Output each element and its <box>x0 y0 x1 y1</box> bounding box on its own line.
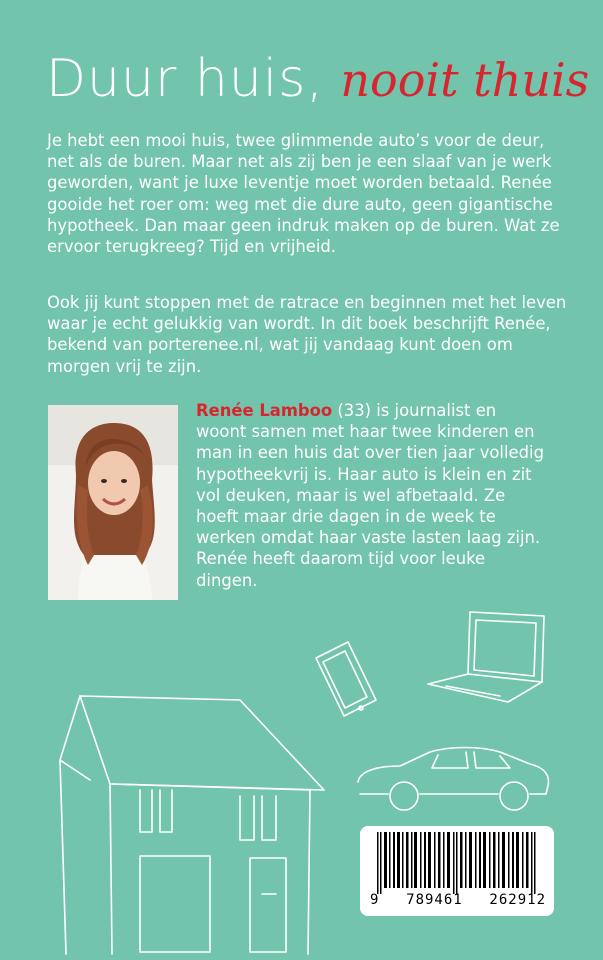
isbn-barcode <box>360 826 554 916</box>
laptop-icon <box>428 612 544 702</box>
author-name: Renée Lamboo <box>196 401 333 420</box>
author-bio <box>196 400 546 591</box>
house-icon <box>60 696 324 954</box>
isbn-group-1: 789461 <box>406 892 463 908</box>
isbn-group-2: 262912 <box>489 892 546 908</box>
author-portrait-illustration <box>48 405 178 600</box>
isbn-first-digit: 9 <box>370 892 380 908</box>
book-title <box>46 44 590 114</box>
barcode-bars <box>373 832 541 894</box>
author-photo <box>48 405 178 600</box>
smartphone-icon <box>316 642 376 716</box>
blurb-paragraph-2: Ook jij kunt stoppen met de ratrace en beginnen met het leven waar je echt gelukkig van wordt. In dit boek beschrijft Renée, bekend van porterenee.nl, wat jij vandaag kunt doen om morgen vrij te zijn. <box>47 293 567 376</box>
title-part-white: Duur huis, <box>46 49 324 109</box>
blurb-paragraph-1: Je hebt een mooi huis, twee glimmende auto’s voor de deur, net als de buren. Maar net als zij ben je een slaaf van je werk geworden, want je luxe leventje moet worden betaald. Renée gooide het roer om: weg met die dure auto, geen gigantische hypotheek. Dan maar geen indruk maken op de buren. Wat ze ervoor terugkreeg? Tijd en vrijheid. <box>47 131 560 257</box>
author-bio-text: (33) is journalist en woont samen met haar twee kinderen en man in een huis dat over tien jaar volledig hypotheekvrij is. Haar auto is klein en zit vol deuken, maar is wel afbetaald. Ze hoeft maar drie dagen in de week te werken omdat haar vaste lasten laag zijn. Renée heeft daarom tijd voor leuke dingen. <box>196 401 544 590</box>
title-part-red: nooit thuis <box>340 53 590 107</box>
isbn-digits <box>370 892 546 908</box>
car-icon <box>358 748 548 811</box>
